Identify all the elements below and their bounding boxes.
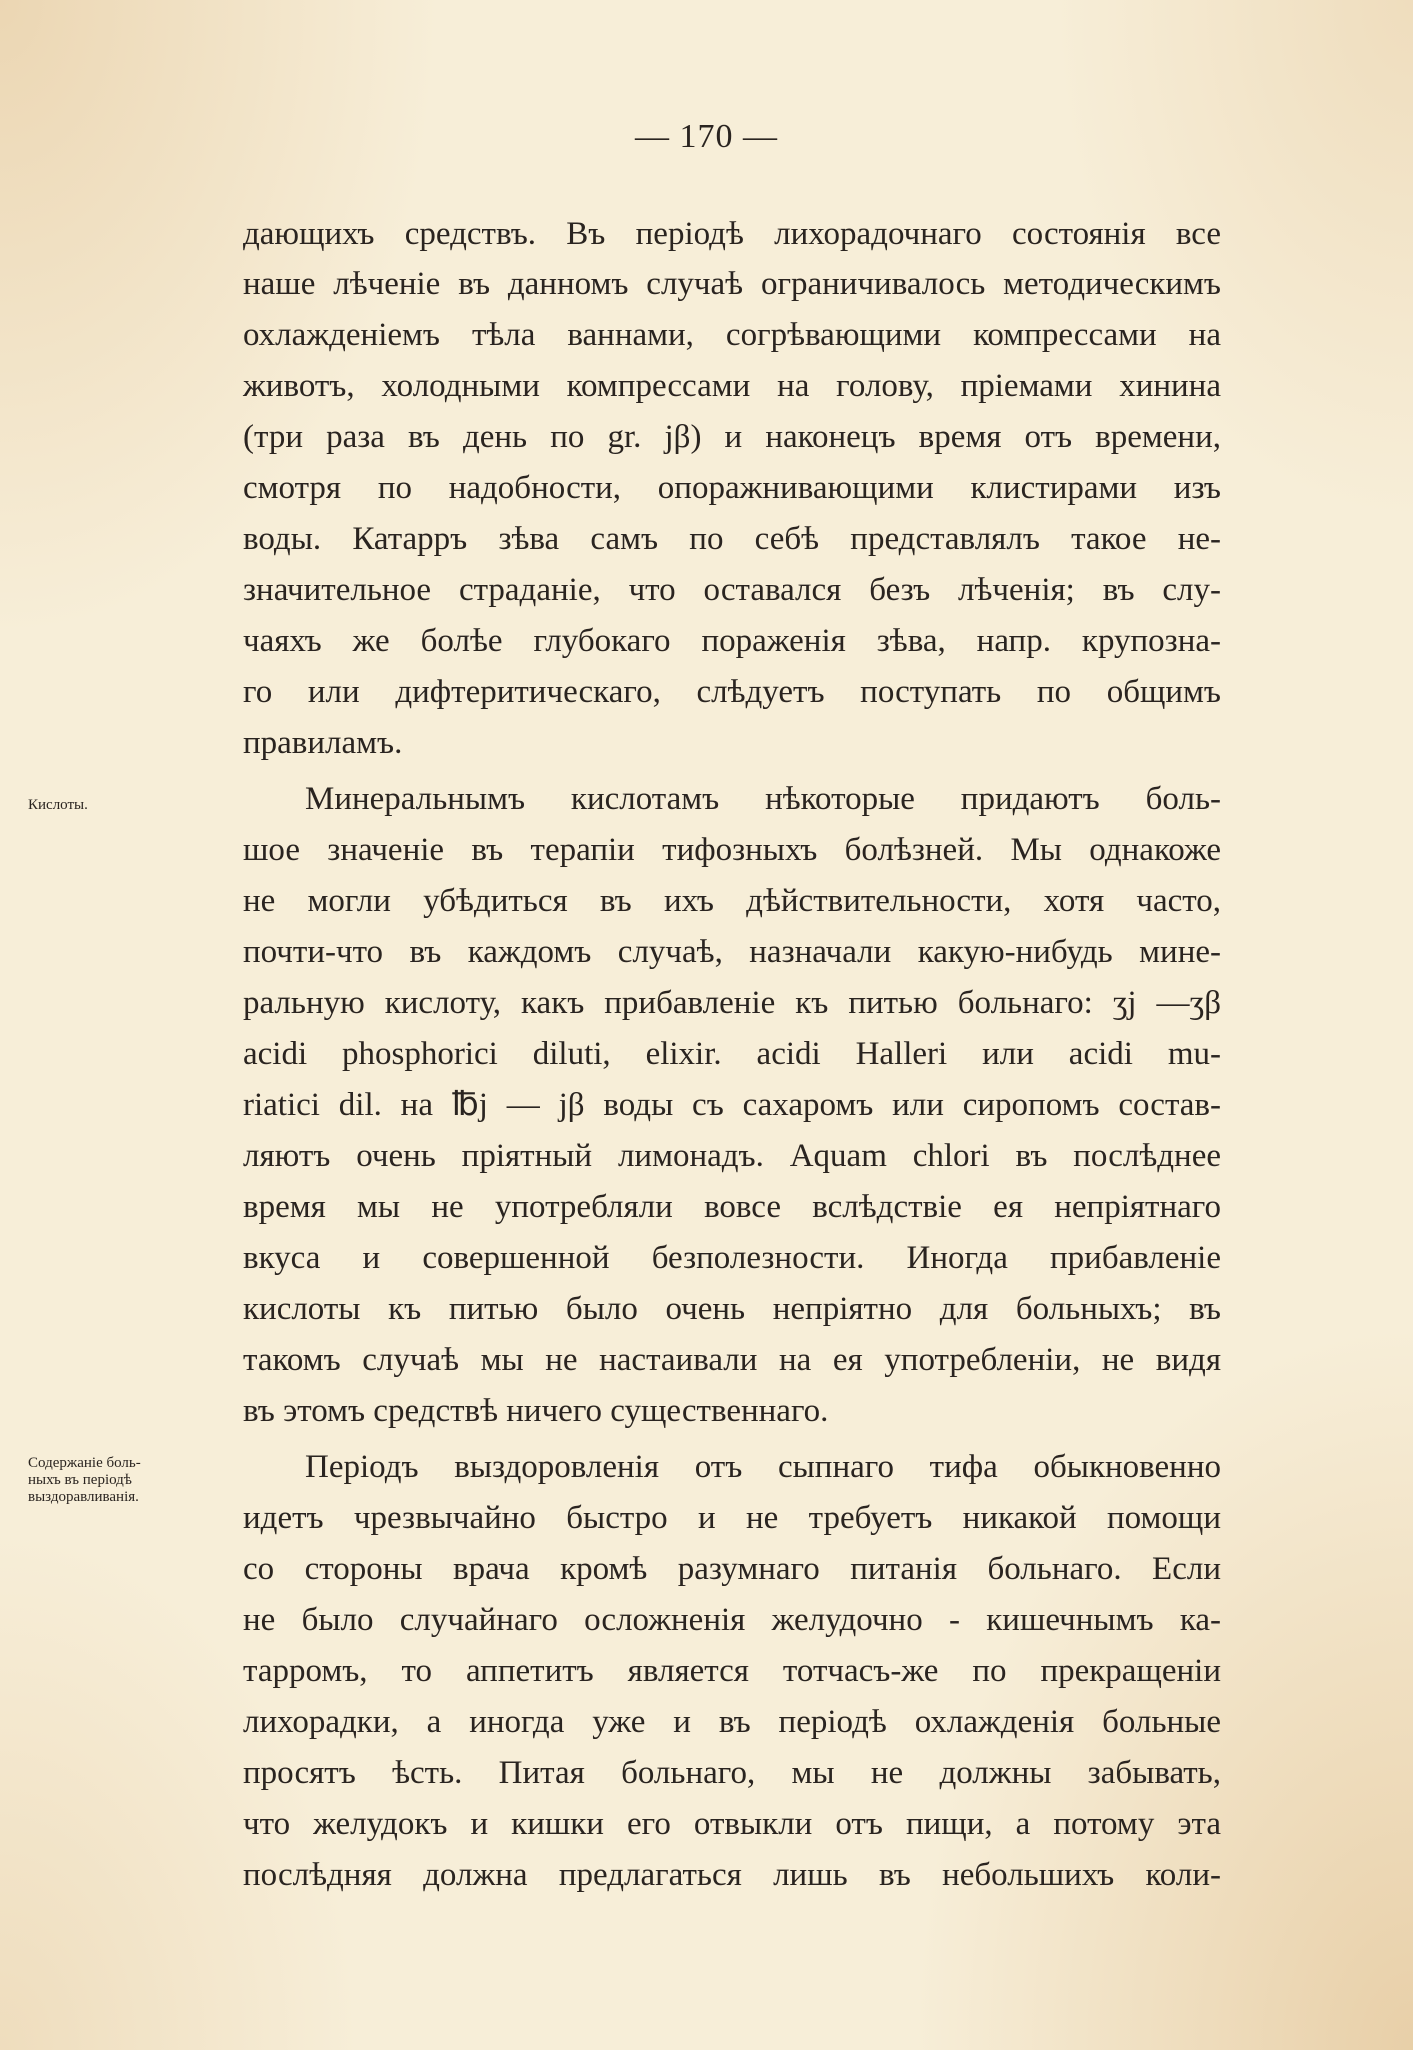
text-line: со стороны врача кромѣ разумнаго питанія больнаго. Если: [243, 1551, 1221, 1587]
text-line: просятъ ѣсть. Питая больнаго, мы не должны забывать,: [243, 1755, 1221, 1791]
text-line: шое значеніе въ терапіи тифозныхъ болѣзней. Мы однакоже: [243, 832, 1221, 868]
text-line: наше лѣченіе въ данномъ случаѣ ограничивалось методическимъ: [243, 266, 1221, 302]
text-line: животъ, холодными компрессами на голову, пріемами хинина: [243, 368, 1221, 404]
text-line: вкуса и совершенной безполезности. Иногда прибавленіе: [243, 1240, 1221, 1276]
text-line: тарромъ, то аппетитъ является тотчасъ-же по прекращеніи: [243, 1653, 1221, 1689]
text-line: смотря по надобности, опоражнивающими клистирами изъ: [243, 470, 1221, 506]
text-line: идетъ чрезвычайно быстро и не требуетъ никакой помощи: [243, 1500, 1221, 1536]
text-line: кислоты къ питью было очень непріятно для больныхъ; въ: [243, 1291, 1221, 1327]
margin-note-convalescence: [28, 1455, 228, 1506]
text-line: ральную кислоту, какъ прибавленіе къ питью больнаго: ʒj —ʒβ: [243, 985, 1221, 1021]
text-line: Минеральнымъ кислотамъ нѣкоторые придаютъ боль-: [305, 781, 1221, 817]
margin-note-line: ныхъ въ періодѣ: [28, 1472, 132, 1488]
margin-note-line: выздоравливанія.: [28, 1489, 139, 1505]
text-line: acidi phosphorici diluti, elixir. acidi Halleri или acidi mu-: [243, 1036, 1221, 1072]
text-line: что желудокъ и кишки его отвыкли отъ пищи, а потому эта: [243, 1806, 1221, 1842]
text-line: послѣдняя должна предлагаться лишь въ небольшихъ коли-: [243, 1857, 1221, 1893]
margin-note-acids: Кислоты.: [28, 797, 88, 813]
text-line: значительное страданіе, что оставался безъ лѣченія; въ слу-: [243, 572, 1221, 608]
text-line: riatici dil. на ℔j — jβ воды съ сахаромъ или сиропомъ состав-: [243, 1087, 1221, 1123]
text-line: чаяхъ же болѣе глубокаго пораженія зѣва, напр. крупозна-: [243, 623, 1221, 659]
text-line: правиламъ.: [243, 725, 403, 761]
margin-note-line: Содержаніе боль-: [28, 1455, 141, 1471]
text-line: воды. Катарръ зѣва самъ по себѣ представлялъ такое не-: [243, 521, 1221, 557]
text-line: (три раза въ день по gr. jβ) и наконецъ время отъ времени,: [243, 419, 1221, 455]
page-number: — 170 —: [635, 118, 778, 155]
text-line: дающихъ средствъ. Въ періодѣ лихорадочнаго состоянія все: [243, 216, 1221, 252]
text-line: время мы не употребляли вовсе вслѣдствіе ея непріятнаго: [243, 1189, 1221, 1225]
text-line: го или дифтеритическаго, слѣдуетъ поступать по общимъ: [243, 674, 1221, 710]
text-line: охлажденіемъ тѣла ваннами, согрѣвающими компрессами на: [243, 317, 1221, 353]
text-line: не могли убѣдиться въ ихъ дѣйствительности, хотя часто,: [243, 883, 1221, 919]
text-line: почти-что въ каждомъ случаѣ, назначали какую-нибудь мине-: [243, 934, 1221, 970]
text-line: ляютъ очень пріятный лимонадъ. Aquam chlori въ послѣднее: [243, 1138, 1221, 1174]
text-line: не было случайнаго осложненія желудочно - кишечнымъ ка-: [243, 1602, 1221, 1638]
text-line: Періодъ выздоровленія отъ сыпнаго тифа обыкновенно: [305, 1449, 1221, 1485]
text-line: такомъ случаѣ мы не настаивали на ея употребленіи, не видя: [243, 1342, 1221, 1378]
text-line: лихорадки, а иногда уже и въ періодѣ охлажденія больные: [243, 1704, 1221, 1740]
text-line: въ этомъ средствѣ ничего существеннаго.: [243, 1393, 829, 1429]
